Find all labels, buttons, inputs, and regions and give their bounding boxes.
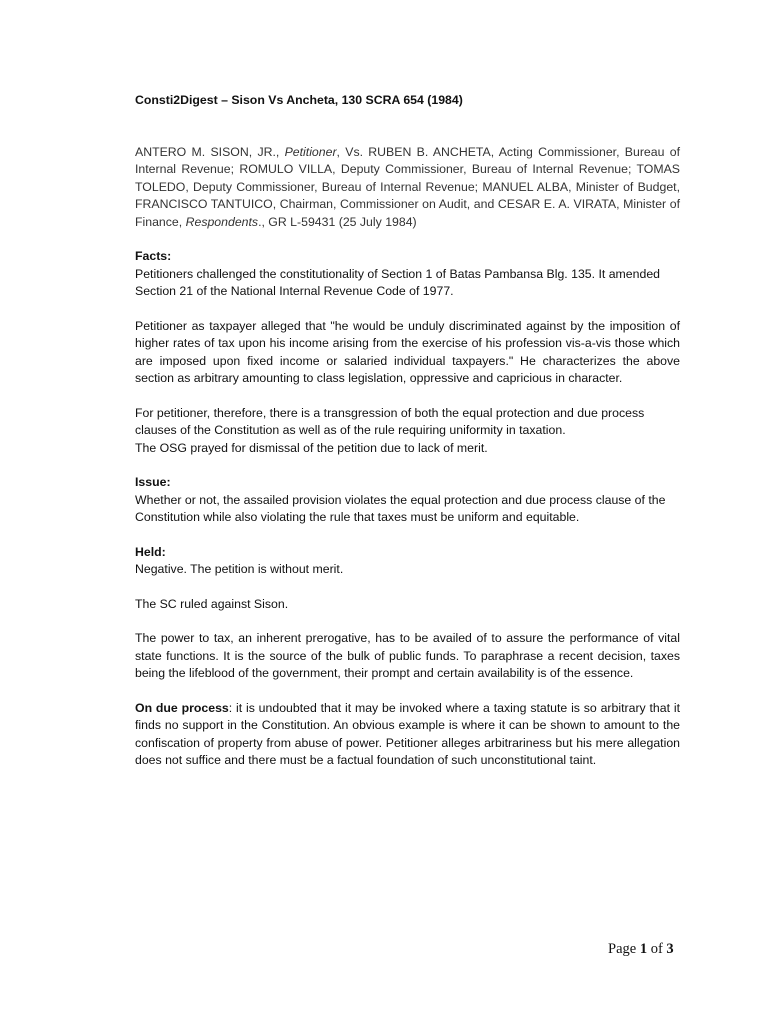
- held-heading: Held:: [135, 544, 166, 559]
- held-paragraph-3: The power to tax, an inherent prerogative, has to be availed of to assure the performance of vital state functions. It is the source of the bulk of public funds. To paraphrase a recent decision, taxes being the lifeblood of the government, their prompt and certain availability is of the essence.: [135, 631, 680, 680]
- total-pages: 3: [666, 941, 674, 957]
- held-paragraph-4: [135, 700, 680, 770]
- issue-heading: Issue:: [135, 475, 171, 489]
- facts-paragraph-2: Petitioner as taxpayer alleged that "he would be unduly discriminated against by the imposition of higher rates of tax upon his income arising from the exercise of his profession vis-a-vis those which are imposed upon fixed income or salaried individual taxpayers." He characterizes the above section as arbitrary amounting to class legislation, oppressive and capricious in character.: [135, 318, 680, 385]
- document-title: Consti2Digest – Sison Vs Ancheta, 130 SCRA 654 (1984): [135, 93, 463, 107]
- page-word: Page: [608, 941, 640, 957]
- parties-text-3: ., GR L-59431 (25 July 1984): [258, 214, 417, 229]
- facts-paragraph-4: The OSG prayed for dismissal of the petition due to lack of merit.: [135, 440, 488, 455]
- parties-text-2: , Vs. RUBEN B. ANCHETA, Acting Commissioner, Bureau of Internal Revenue; ROMULO VILLA, Deputy Commissioner, Bureau of Internal Revenue; TOMAS TOLEDO, Deputy Commissioner, Bureau of Internal Revenue; MANUEL ALBA, Minister of Budget, FRANCISCO TANTUICO, Chairman, Commissioner on Audit, and CESAR E. A. VIRATA, Minister of Finance,: [135, 144, 680, 229]
- petitioner-label: Petitioner: [284, 144, 337, 159]
- facts-paragraph-1: Petitioners challenged the constitutionality of Section 1 of Batas Pambansa Blg. 135. It amended Section 21 of the National Internal Revenue Code of 1977.: [135, 266, 660, 298]
- facts-paragraph-3: For petitioner, therefore, there is a transgression of both the equal protection and due process clauses of the Constitution as well as of the rule requiring uniformity in taxation.: [135, 405, 645, 437]
- due-process-lead: On due process: [135, 700, 229, 715]
- parties-text-1: ANTERO M. SISON, JR.,: [135, 144, 285, 159]
- of-word: of: [647, 941, 667, 957]
- respondents-label: Respondents: [185, 214, 259, 229]
- case-parties: [135, 144, 680, 232]
- issue-paragraph: Whether or not, the assailed provision violates the equal protection and due process clause of the Constitution while also violating the rule that taxes must be uniform and equitable.: [135, 492, 666, 524]
- held-paragraph-2: The SC ruled against Sison.: [135, 596, 289, 611]
- document-body: [135, 92, 680, 770]
- page-number: [608, 941, 674, 958]
- current-page: 1: [639, 941, 648, 957]
- due-process-text: : it is undoubted that it may be invoked where a taxing statute is so arbitrary that it finds no support in the Constitution. An obvious example is where it can be shown to amount to the confiscation of property from abuse of power. Petitioner alleges arbitrariness but his mere allegation does not suffice and there must be a factual foundation of such unconstitutional taint.: [135, 700, 681, 767]
- held-paragraph-1: Negative. The petition is without merit.: [135, 562, 344, 576]
- facts-heading: Facts:: [135, 249, 172, 263]
